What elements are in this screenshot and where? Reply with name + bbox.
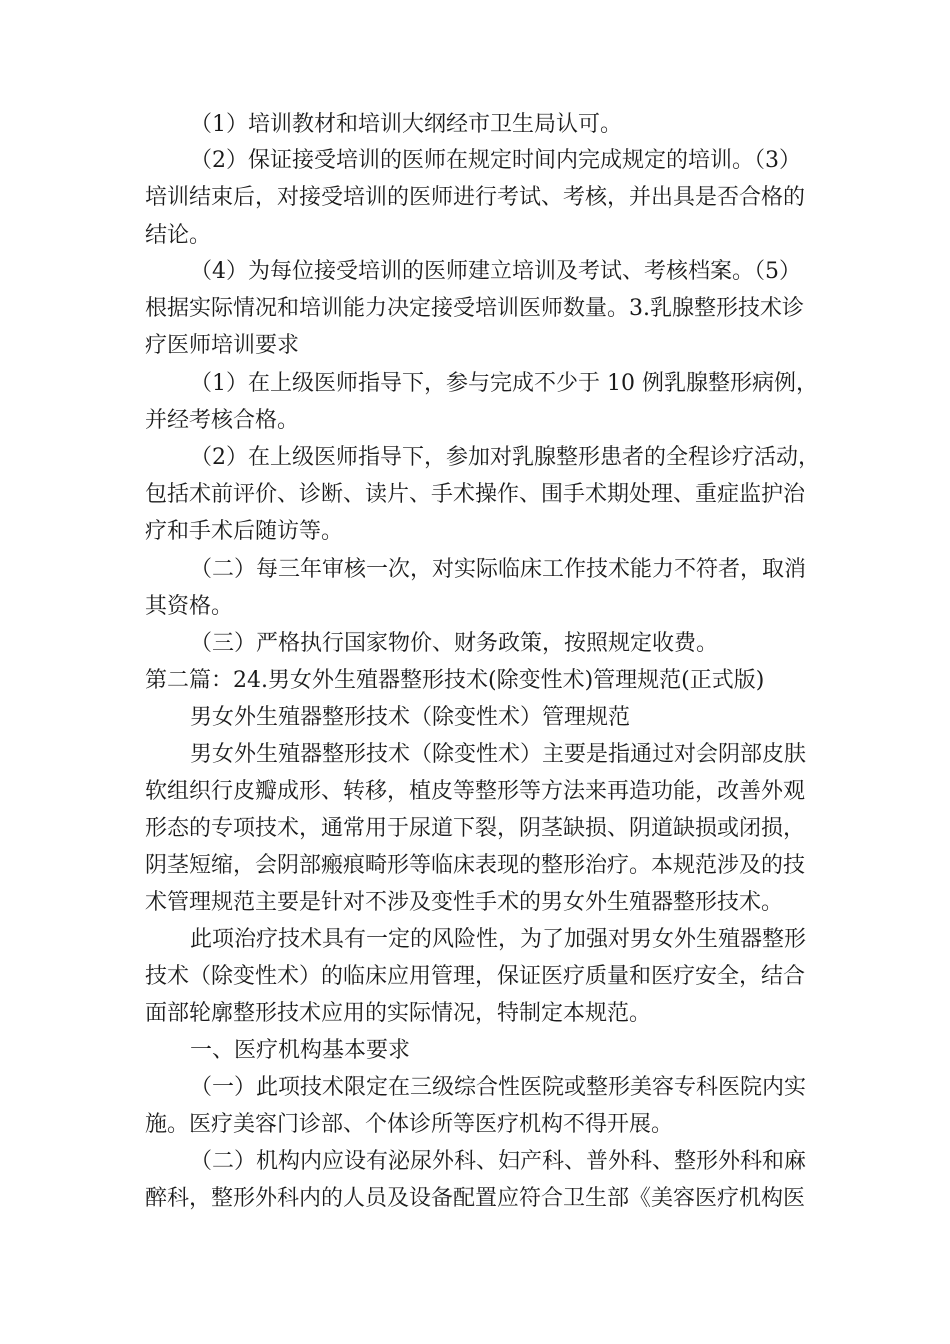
- text-line: 施。医疗美容门诊部、个体诊所等医疗机构不得开展。: [145, 1112, 674, 1137]
- text-line: 根据实际情况和培训能力决定接受培训医师数量。3.乳腺整形技术诊: [145, 296, 804, 321]
- text-line: （一）此项技术限定在三级综合性医院或整形美容专科医院内实: [190, 1075, 807, 1100]
- text-line: 其资格。: [145, 594, 234, 619]
- text-line: （二）每三年审核一次，对实际临床工作技术能力不符者，取消: [190, 557, 807, 582]
- text-line: 阴茎短缩，会阴部瘢痕畸形等临床表现的整形治疗。本规范涉及的技: [145, 853, 806, 878]
- text-line: 疗医师培训要求: [145, 333, 300, 358]
- text-line: 一、医疗机构基本要求: [190, 1038, 411, 1063]
- text-line: （2）保证接受培训的医师在规定时间内完成规定的培训。（3）: [190, 148, 801, 173]
- text-line: （1）培训教材和培训大纲经市卫生局认可。: [190, 112, 622, 137]
- text-line: （2）在上级医师指导下，参加对乳腺整形患者的全程诊疗活动，: [190, 445, 820, 470]
- text-line: 醉科，整形外科内的人员及设备配置应符合卫生部《美容医疗机构医: [145, 1186, 806, 1211]
- text-line: 术管理规范主要是针对不涉及变性手术的男女外生殖器整形技术。: [145, 890, 784, 915]
- text-line: 此项治疗技术具有一定的风险性，为了加强对男女外生殖器整形: [190, 927, 807, 952]
- text-line: 结论。: [145, 223, 212, 248]
- text-line: 疗和手术后随访等。: [145, 519, 344, 544]
- text-line: （三）严格执行国家物价、财务政策，按照规定收费。: [190, 631, 719, 656]
- text-line: 并经考核合格。: [145, 408, 300, 433]
- text-line: 男女外生殖器整形技术（除变性术）主要是指通过对会阴部皮肤: [190, 742, 807, 767]
- text-line: （4）为每位接受培训的医师建立培训及考试、考核档案。（5）: [190, 259, 801, 284]
- text-line: （1）在上级医师指导下，参与完成不少于 10 例乳腺整形病例，: [190, 371, 818, 396]
- text-line: 包括术前评价、诊断、读片、手术操作、围手术期处理、重症监护治: [145, 482, 806, 507]
- text-line: 面部轮廓整形技术应用的实际情况，特制定本规范。: [145, 1001, 652, 1026]
- text-line: 技术（除变性术）的临床应用管理，保证医疗质量和医疗安全，结合: [145, 964, 806, 989]
- text-line: 形态的专项技术，通常用于尿道下裂，阴茎缺损、阴道缺损或闭损，: [145, 816, 806, 841]
- text-line: 培训结束后，对接受培训的医师进行考试、考核，并出具是否合格的: [145, 185, 806, 210]
- text-line: 软组织行皮瓣成形、转移，植皮等整形等方法来再造功能，改善外观: [145, 779, 806, 804]
- text-line: （二）机构内应设有泌尿外科、妇产科、普外科、整形外科和麻: [190, 1149, 807, 1174]
- section-heading: 第二篇：24.男女外生殖器整形技术(除变性术)管理规范(正式版): [145, 668, 765, 693]
- text-line: 男女外生殖器整形技术（除变性术）管理规范: [190, 705, 631, 730]
